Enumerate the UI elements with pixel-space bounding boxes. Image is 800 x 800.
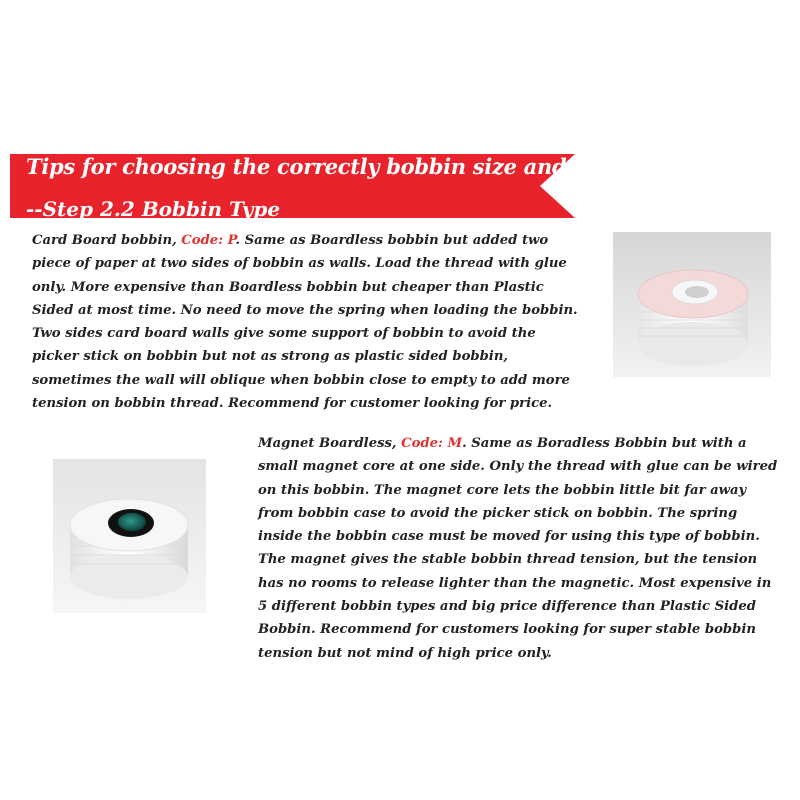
bobbin-description-text: . Same as Boardless bobbin but added two piece of paper at two sides of bobbin as walls. Load the thread with glue only. More expensive than Boardless bobbin but cheaper than Plastic Sided at most time. No need to move the spring when loading the bobbin. Two sides card board walls give some support of bobbin to avoid the picker stick on bobbin but not as strong as plastic sided bobbin, sometimes the wall will oblique when bobbin close to empty to add more tension on bobbin thread. Recommend for customer looking for price. [32, 233, 578, 412]
banner-title: Tips for choosing the correctly bobbin size and thread [26, 154, 650, 179]
card-board-bobbin-description [32, 229, 587, 415]
card-board-bobbin-photo [613, 232, 771, 377]
banner-subtitle: --Step 2.2 Bobbin Type [26, 197, 281, 221]
magnet-boardless-description [258, 432, 778, 665]
bobbin-code: Code: M [401, 436, 463, 451]
bobbin-type-name: Magnet Boardless, [258, 436, 402, 451]
bobbin-code: Code: P [181, 233, 236, 248]
magnet-boardless-bobbin-photo [53, 459, 206, 613]
bobbin-description-text: . Same as Boradless Bobbin but with a small magnet core at one side. Only the thread with glue can be wired on this bobbin. The magnet core lets the bobbin little bit far away from bobbin case to avoid the picker stick on bobbin. The spring inside the bobbin case must be moved for using this type of bobbin. The magnet gives the stable bobbin thread tension, but the tension has no rooms to release lighter than the magnetic. Most expensive in 5 different bobbin types and big price difference than Plastic Sided Bobbin. Recommend for customers looking for super stable bobbin tension but not mind of high price only. [258, 436, 778, 661]
bobbin-type-name: Card Board bobbin, [32, 233, 182, 248]
